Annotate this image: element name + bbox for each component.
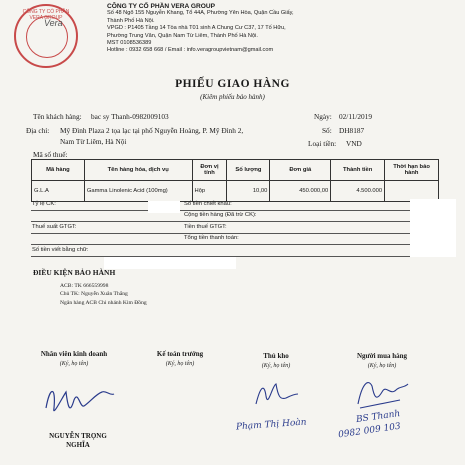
number-label: Số: [322,126,332,135]
warehouse-handwritten-name: Phạm Thị Hoàn [235,417,307,433]
column-header: Tên hàng hóa, dịch vụ [84,160,192,181]
currency-label: Loại tiền: [308,139,337,148]
sales-signature-scribble [40,378,120,424]
discount-amount-label: Số tiền chiết khấu: [184,200,232,207]
company-office-2: Phường Trung Văn, Quận Nam Từ Liêm, Thành Phố Hà Nội. [107,32,258,39]
warehouse-signature-scribble [250,378,300,412]
sales-signer-name: NGUYỄN TRỌNG NGHĨA [49,432,107,449]
amount-in-words-label: Số tiền viết bằng chữ: [32,246,89,253]
item-unit-price: 450.000,00 [270,181,331,202]
buyer-handwritten-phone: 0982 009 103 [337,421,402,441]
company-tax-code: MST 0108536389 [107,40,152,47]
bank-branch: Ngân hàng ACB Chi nhánh Kim Đồng [60,299,147,306]
tax-code-label: Mã số thuế: [33,150,68,159]
signature-note: (Ký, họ tên) [367,363,397,369]
redacted-area [104,257,236,269]
signature-role: Kế toán trưởng [156,350,204,358]
signature-role: Thủ kho [263,352,289,360]
company-seal [14,4,78,68]
document-subtitle: (Kiêm phiếu bảo hành) [200,93,265,101]
column-header: Số lượng [227,160,270,181]
signature-accountant [130,350,230,367]
company-contact: Hotline : 0932 658 668 / Email : info.veragroupvietnam@gmail.com [107,47,274,54]
signature-note: (Ký, họ tên) [165,361,195,367]
customer-name-value: bac sy Thanh-0982009103 [91,112,169,121]
number-value: DH8187 [339,126,365,135]
summary-block [31,199,439,257]
company-office-1: VPGD : P1405 Tầng 14 Tòa nhà T01 sinh A Chung Cư C37, 17 Tố Hữu, [107,25,286,32]
column-header: Mã hàng [32,160,85,181]
customer-name-label: Tên khách hàng: [33,112,82,121]
account-holder: Chủ TK: Nguyễn Xuân Thắng [60,291,128,298]
buyer-handwritten-name: BS Thanh [355,408,401,426]
redacted-area [148,201,180,213]
item-code: G.L.A [32,181,85,202]
signature-note: (Ký, họ tên) [261,363,291,369]
bank-info [60,282,147,307]
items-table [31,159,439,202]
company-address-2: Thành Phố Hà Nội. [107,17,155,24]
total-goods-label: Cộng tiền hàng (Đã trừ CK): [184,212,257,219]
signature-buyer [330,352,434,369]
date-label: Ngày: [314,112,332,121]
column-header: Thời hạn bảo hành [385,160,439,181]
address-line-2: Nam Từ Liêm, Hà Nội [60,137,127,146]
currency-value: VND [346,139,362,148]
warranty-heading: ĐIỀU KIỆN BẢO HÀNH [33,268,116,277]
signature-note: (Ký, họ tên) [59,361,89,367]
item-amount: 4.500.000 [331,181,385,202]
column-header: Đơn vị tính [192,160,227,181]
item-unit: Hộp [192,181,227,202]
vat-rate-label: Thuế suất GTGT: [32,223,77,230]
grand-total-label: Tổng tiền thanh toán: [184,235,239,242]
redacted-area [410,199,456,257]
seal-text: CÔNG TY CỔ PHẦN VERA GROUP [22,9,70,21]
signature-role: Người mua hàng [356,352,408,360]
address-label: Địa chỉ: [26,126,50,135]
vat-amount-label: Tiền thuế GTGT: [184,223,227,230]
bank-account: ACB: TK 666559998 [60,283,109,289]
signature-role: Nhân viên kinh doanh [40,350,108,358]
item-quantity: 10,00 [227,181,270,202]
signature-sales [22,350,126,367]
discount-rate-label: Tỷ lệ CK: [32,200,56,207]
date-value: 02/11/2019 [339,112,372,121]
address-line-1: Mỹ Đình Plaza 2 tọa lạc tại phố Nguyễn Hoàng, P. Mỹ Đình 2, [60,126,244,135]
signature-warehouse [236,352,316,369]
company-logo: Vera [44,18,63,28]
document-title: PHIẾU GIAO HÀNG [175,78,290,90]
column-header: Đơn giá [270,160,331,181]
table-header-row [32,160,439,181]
column-header: Thành tiền [331,160,385,181]
buyer-signature-scribble [350,374,410,414]
item-name: Gamma Linolenic Acid (100mg) [84,181,192,202]
company-header [107,3,294,55]
company-name: CÔNG TY CỔ PHẦN VERA GROUP [107,3,216,10]
company-address-1: Số 48 Ngõ 155 Nguyễn Khang, Tổ 44A, Phường Yên Hòa, Quận Cầu Giấy, [107,10,294,17]
